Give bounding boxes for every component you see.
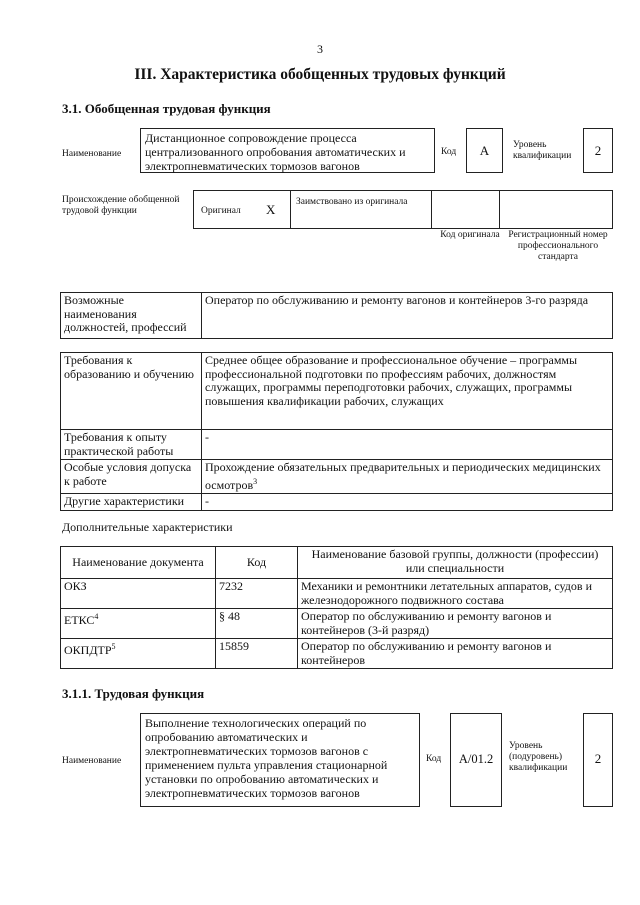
add-doc: ОКПДТР$^5$ bbox=[61, 639, 216, 669]
add-code: § 48 bbox=[216, 609, 298, 639]
add-code: 15859 bbox=[216, 639, 298, 669]
req-value: - bbox=[202, 430, 613, 460]
add-header: Наименование базовой группы, должности (профессии) или специальности bbox=[298, 547, 613, 579]
borrowed-label: Заимствовано из оригинала bbox=[296, 197, 408, 207]
tf-name-value: Выполнение технологических операций по опробованию автоматических и электропневматических тормозов вагонов с применением пульта управления стационарной установки по опробованию автоматических и электропневматических тормозов вагонов bbox=[140, 713, 420, 807]
reg-number-caption: Регистрационный номер профессионального стандарта bbox=[508, 230, 608, 262]
add-header: Код bbox=[216, 547, 298, 579]
add-doc: ОКЗ bbox=[61, 579, 216, 609]
positions-value: Оператор по обслуживанию и ремонту вагонов и контейнеров 3-го разряда bbox=[202, 293, 613, 339]
gtf-level-label: Уровень квалификации bbox=[513, 140, 572, 161]
additional-table bbox=[60, 546, 613, 669]
original-mark: X bbox=[266, 202, 276, 217]
req-value: Прохождение обязательных предварительных и периодических медицинских осмотров$^3$ bbox=[202, 460, 613, 494]
gtf-code-value: А bbox=[466, 128, 503, 173]
gtf-origin-label: Происхождение обобщенной трудовой функции bbox=[62, 195, 180, 216]
requirements-table bbox=[60, 352, 613, 511]
gtf-code-label: Код bbox=[441, 147, 457, 157]
req-value: Среднее общее образование и профессиональное обучение – программы профессиональной подготовки по профессиям рабочих, должностям служащих, программы переподготовки рабочих, служащих, программы повышения квалификации рабочих, служащих bbox=[202, 353, 613, 430]
add-name: Механики и ремонтники летательных аппаратов, судов и железнодорожного подвижного состава bbox=[298, 579, 613, 609]
gtf-heading: 3.1. Обобщенная трудовая функция bbox=[62, 101, 271, 116]
positions-table bbox=[60, 292, 613, 339]
section-title: III. Характеристика обобщенных трудовых функций bbox=[134, 66, 506, 83]
gtf-name-value: Дистанционное сопровождение процесса централизованного опробования автоматических и электропневматических тормозов вагонов bbox=[140, 128, 435, 173]
gtf-level-value: 2 bbox=[583, 128, 613, 173]
add-code: 7232 bbox=[216, 579, 298, 609]
origin-table bbox=[193, 190, 613, 229]
add-name: Оператор по обслуживанию и ремонту вагонов и контейнеров bbox=[298, 639, 613, 669]
req-label: Особые условия допуска к работе bbox=[61, 460, 202, 494]
req-label: Требования к опыту практической работы bbox=[61, 430, 202, 460]
tf-heading: 3.1.1. Трудовая функция bbox=[62, 686, 205, 701]
page-number: 3 bbox=[317, 42, 323, 56]
tf-code-label: Код bbox=[426, 754, 442, 764]
tf-code-value: A/01.2 bbox=[450, 713, 502, 807]
req-label: Другие характеристики bbox=[61, 494, 202, 511]
add-header: Наименование документа bbox=[61, 547, 216, 579]
positions-label: Возможные наименования должностей, профессий bbox=[61, 293, 202, 339]
original-label: Оригинал bbox=[201, 206, 241, 216]
req-label: Требования к образованию и обучению bbox=[61, 353, 202, 430]
add-name: Оператор по обслуживанию и ремонту вагонов и контейнеров (3-й разряд) bbox=[298, 609, 613, 639]
code-original-caption: Код оригинала bbox=[440, 230, 500, 240]
gtf-name-label: Наименование bbox=[62, 149, 122, 159]
tf-name-label: Наименование bbox=[62, 756, 122, 766]
add-doc: ЕТКС$^4$ bbox=[61, 609, 216, 639]
tf-level-label: Уровень (подуровень) квалификации bbox=[509, 741, 568, 773]
additional-title: Дополнительные характеристики bbox=[62, 520, 233, 534]
tf-level-value: 2 bbox=[583, 713, 613, 807]
req-value: - bbox=[202, 494, 613, 511]
